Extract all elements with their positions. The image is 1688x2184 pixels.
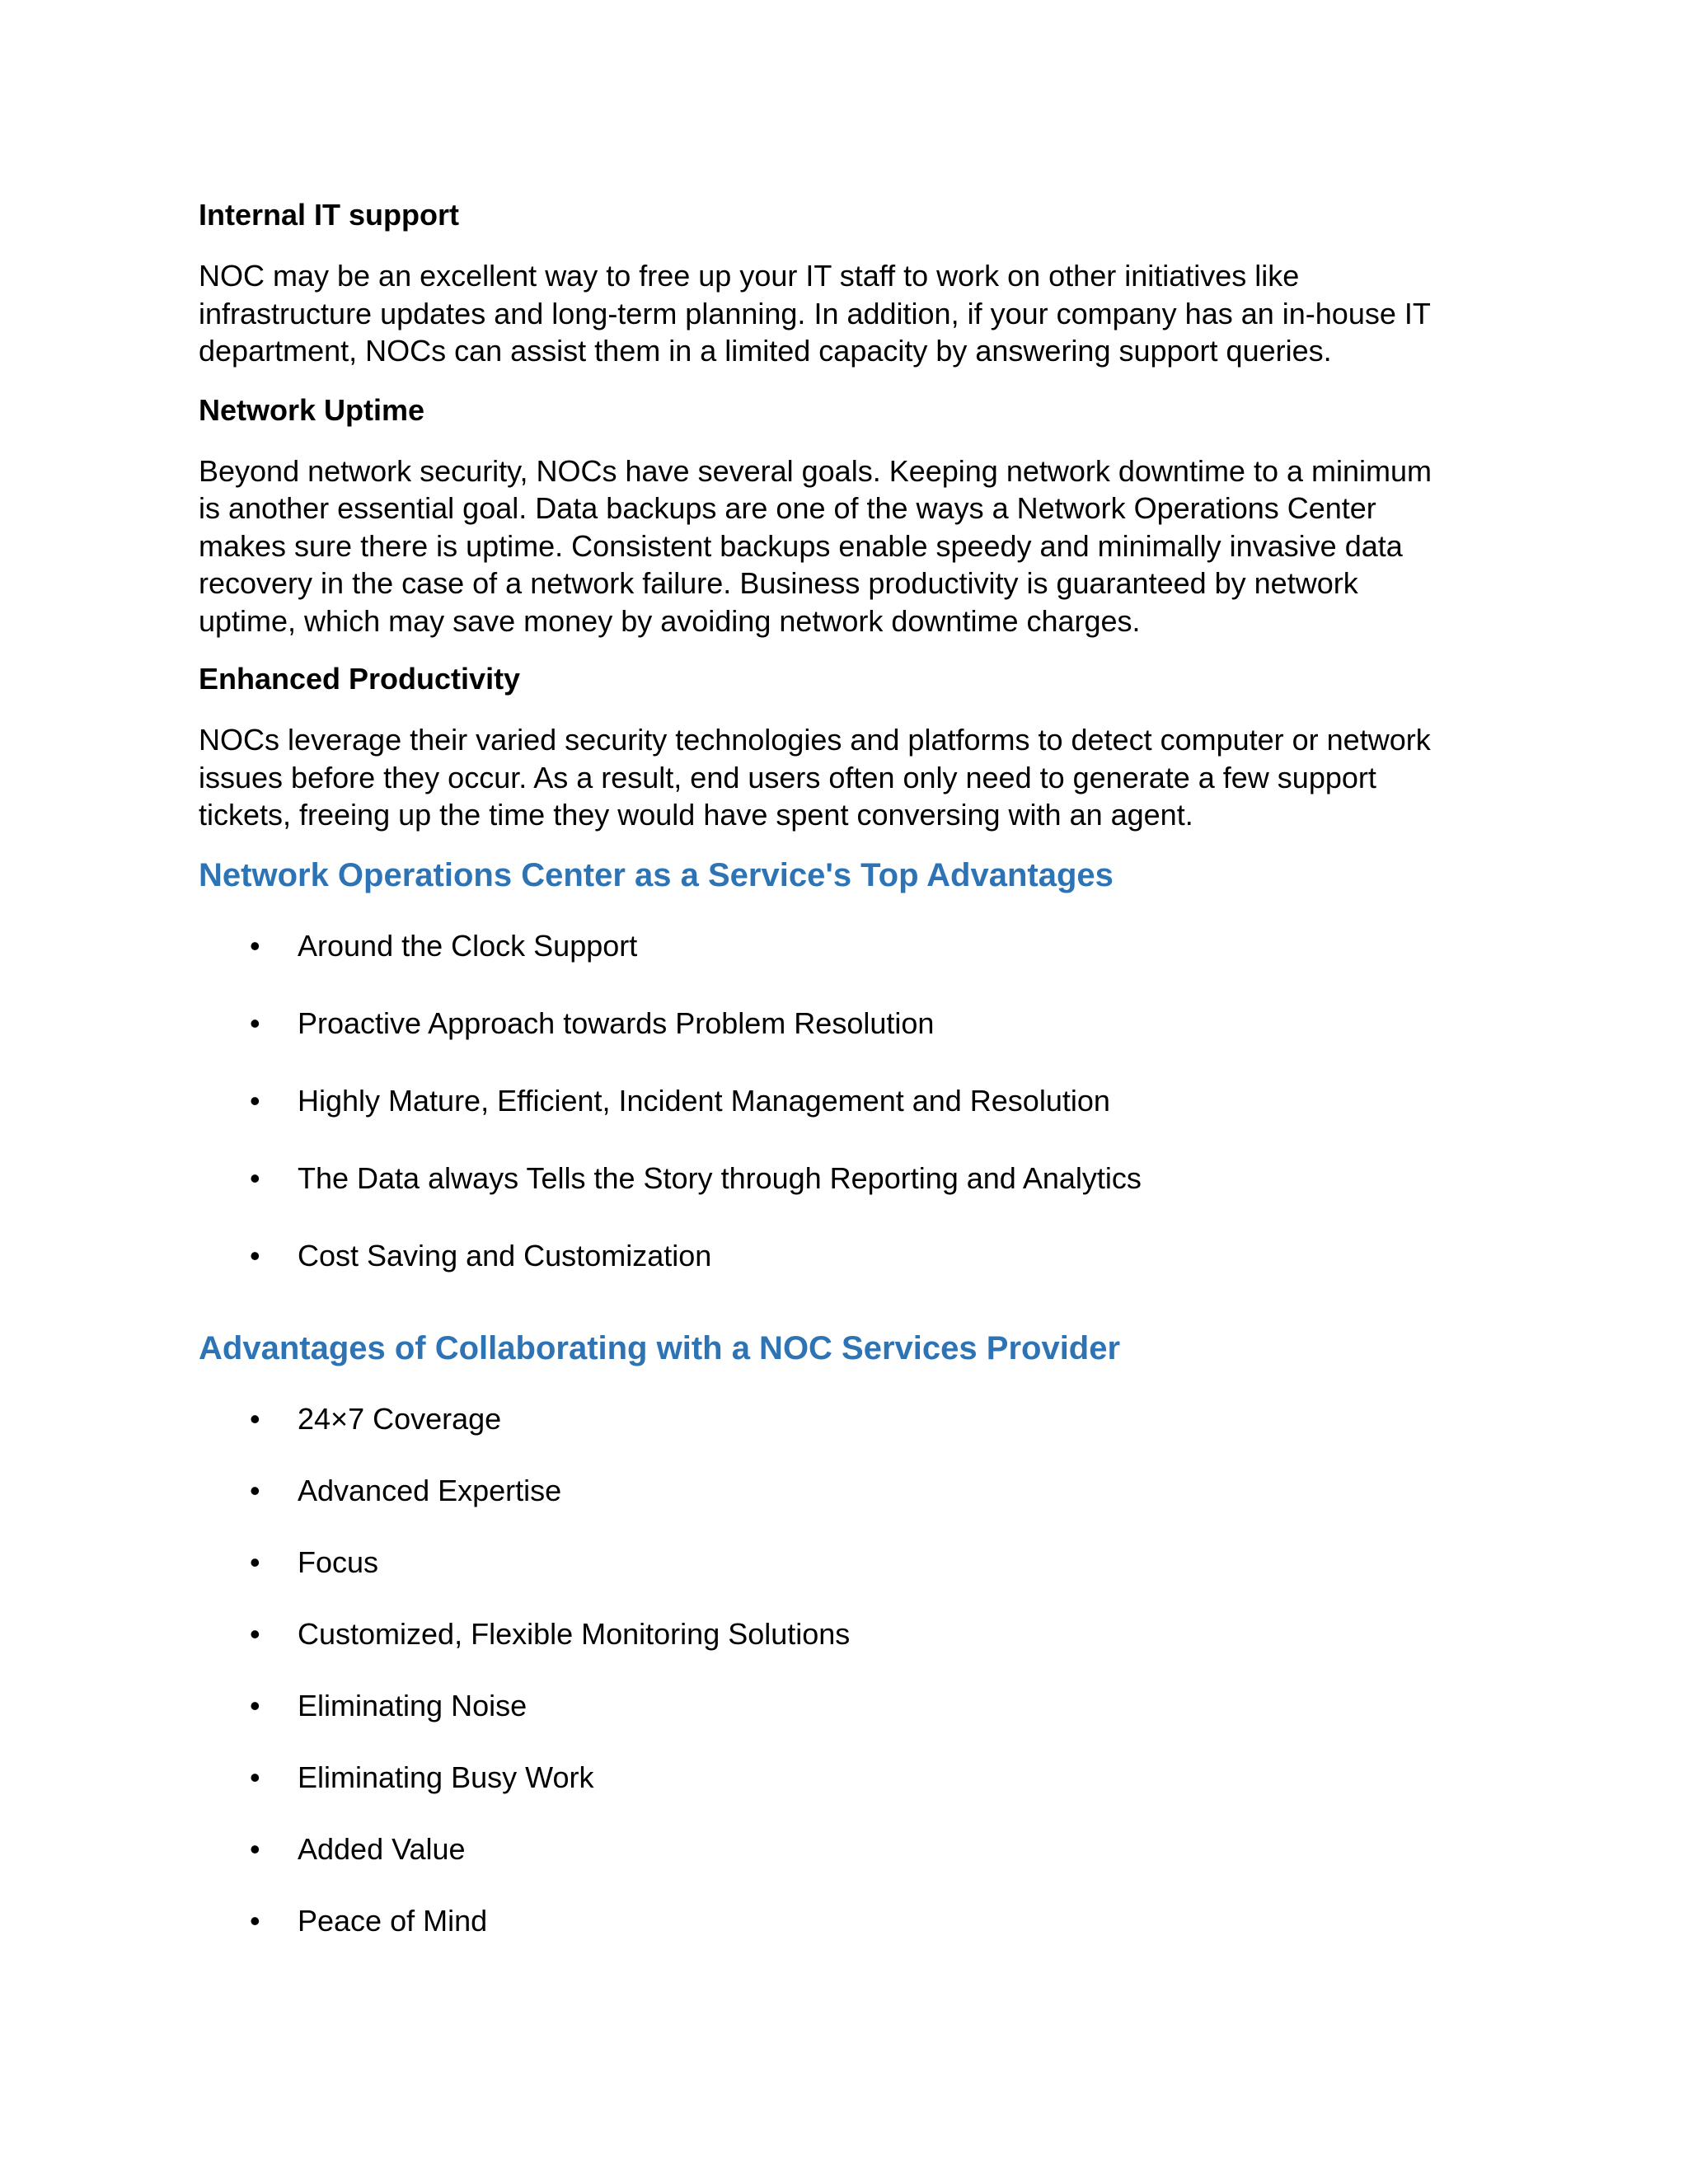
bullet-icon: • — [250, 1160, 260, 1195]
bullet-icon: • — [250, 1544, 260, 1579]
list-item — [199, 1005, 1484, 1042]
paragraph-line: department, NOCs can assist them in a limited capacity by answering support queries. — [199, 334, 1332, 368]
document-page — [199, 196, 1484, 1939]
paragraph-line: NOC may be an excellent way to free up your IT staff to work on other initiatives like — [199, 259, 1300, 293]
paragraph-line: is another essential goal. Data backups are one of the ways a Network Operations Center — [199, 491, 1376, 525]
paragraph-line: uptime, which may save money by avoiding network downtime charges. — [199, 603, 1141, 638]
list-item — [199, 1615, 1484, 1652]
bullet-icon: • — [250, 1831, 260, 1866]
list-item-text: Advanced Expertise — [298, 1473, 562, 1507]
bullet-icon: • — [250, 1005, 260, 1040]
list-item — [199, 1544, 1484, 1581]
list-item-text: Around the Clock Support — [298, 928, 638, 963]
paragraph-line: issues before they occur. As a result, end users often only need to generate a few support — [199, 760, 1376, 794]
bullet-icon: • — [250, 1473, 260, 1507]
list-item-text: Proactive Approach towards Problem Resolution — [298, 1005, 935, 1040]
list-item-text: The Data always Tells the Story through Reporting and Analytics — [298, 1160, 1142, 1195]
list-item-text: Customized, Flexible Monitoring Solutions — [298, 1616, 851, 1651]
noc-service-advantages-list — [199, 927, 1484, 1274]
paragraph-line: infrastructure updates and long-term planning. In addition, if your company has an in-house IT — [199, 296, 1431, 330]
paragraph-network-uptime — [199, 452, 1484, 640]
list-item-text: Peace of Mind — [298, 1903, 488, 1938]
list-item — [199, 1830, 1484, 1868]
list-item-text: Eliminating Noise — [298, 1688, 528, 1722]
list-item-text: 24×7 Coverage — [298, 1401, 502, 1436]
list-item — [199, 1902, 1484, 1939]
list-item — [199, 1237, 1484, 1274]
section-heading-provider-advantages: Advantages of Collaborating with a NOC Services Provider — [199, 1329, 1121, 1366]
bullet-icon: • — [250, 1083, 260, 1118]
list-item — [199, 1472, 1484, 1509]
bullet-icon: • — [250, 1238, 260, 1272]
provider-advantages-list — [199, 1400, 1484, 1939]
list-item — [199, 1160, 1484, 1197]
list-item — [199, 1687, 1484, 1724]
section-heading-internal-it: Internal IT support — [199, 198, 460, 232]
bullet-icon: • — [250, 928, 260, 963]
section-heading-network-uptime: Network Uptime — [199, 392, 425, 427]
list-item-text: Highly Mature, Efficient, Incident Management and Resolution — [298, 1083, 1110, 1118]
bullet-icon: • — [250, 1401, 260, 1436]
section-heading-enhanced-productivity: Enhanced Productivity — [199, 662, 521, 696]
section-heading-noc-service-advantages: Network Operations Center as a Service's Top Advantages — [199, 856, 1114, 893]
bullet-icon: • — [250, 1760, 260, 1794]
list-item — [199, 1400, 1484, 1437]
paragraph-line: NOCs leverage their varied security technologies and platforms to detect computer or network — [199, 723, 1431, 757]
list-item-text: Focus — [298, 1544, 379, 1579]
paragraph-line: makes sure there is uptime. Consistent backups enable speedy and minimally invasive data — [199, 528, 1403, 563]
list-item — [199, 1759, 1484, 1796]
paragraph-line: Beyond network security, NOCs have several goals. Keeping network downtime to a minimum — [199, 453, 1432, 488]
paragraph-line: tickets, freeing up the time they would have spent conversing with an agent. — [199, 798, 1193, 832]
bullet-icon: • — [250, 1688, 260, 1722]
list-item — [199, 927, 1484, 964]
list-item-text: Cost Saving and Customization — [298, 1238, 712, 1272]
paragraph-line: recovery in the case of a network failure. Business productivity is guaranteed by network — [199, 566, 1358, 600]
list-item — [199, 1082, 1484, 1119]
paragraph-internal-it — [199, 257, 1484, 370]
paragraph-enhanced-productivity — [199, 721, 1484, 834]
list-item-text: Added Value — [298, 1831, 466, 1866]
list-item-text: Eliminating Busy Work — [298, 1760, 594, 1794]
bullet-icon: • — [250, 1903, 260, 1938]
bullet-icon: • — [250, 1616, 260, 1651]
